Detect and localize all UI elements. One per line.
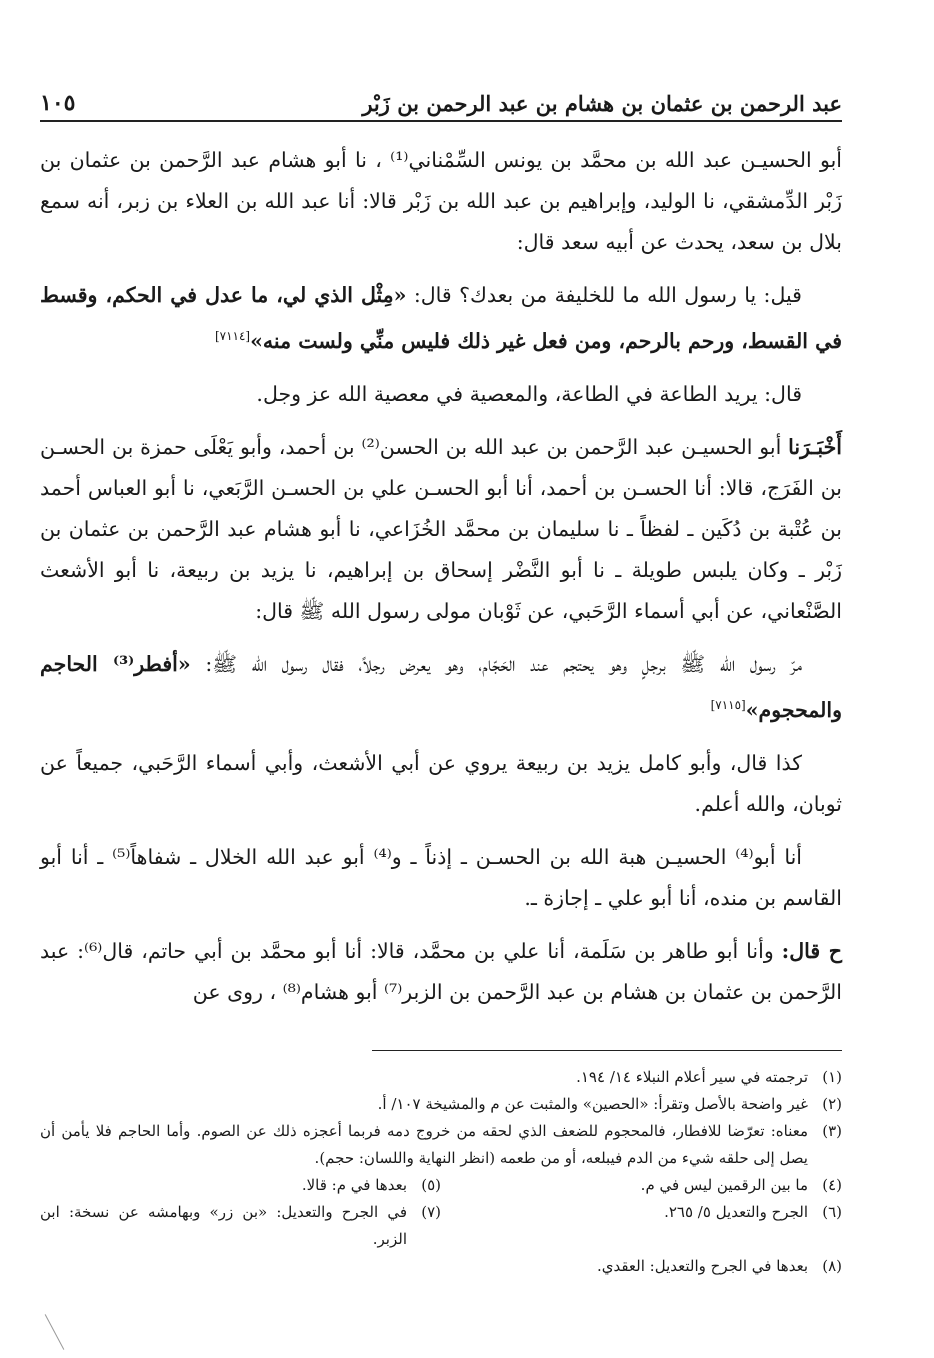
footnote-number: (٦) [822,1203,842,1221]
footnote-text: ترجمته في سير أعلام النبلاء ١٤/ ١٩٤. [576,1068,808,1086]
paragraph-4 [40,427,842,632]
footnote-2 [40,1091,842,1118]
page-number: ١٠٥ [40,90,76,116]
paragraph-5 [40,644,842,731]
isnad-text: أبو الحسيـن عبد الرَّحمن بن عبد الله بن الحسن⁽²⁾ بن أحمد، وأبو يَعْلَى حمزة بن الحسـن بن الفَرَج، قالا: أنا الحسـن بن أحمد، أنا أبو الحسـن علي بن الحسـن الرَّبَعي، نا أبو العباس أحمد بن عُتْبة بن دُكَين ـ لفظاً ـ نا سليمان بن محمَّد الخُزَاعي، نا أبو هشام عبد الرَّحمن بن عثمان بن زَبْر ـ وكان يلبس طويلة ـ نا أبو النَّضْر إسحاق بن إبراهيم، نا يزيد بن ربيعة، نا أبو الأشعث الصَّنْعاني، عن أبي أسماء الرَّحَبي، عن ثَوْبان مولى رسول الله ﷺ قال: [40,434,842,623]
footnote-number: (٤) [822,1176,842,1194]
footnote-number: (٧) [421,1203,441,1221]
narration-text: مرّ رسول الله ﷺ برجلٍ وهو يحتجم عند الحَجّام، وهو يعرض رجلاً، فقال رسول الله ﷺ: [190,651,803,676]
footnote-5 [40,1172,441,1199]
footnote-3 [40,1118,842,1172]
footnote-text: بعدها في م: قالا. [301,1176,407,1194]
paragraph-8 [40,931,842,1013]
main-text [40,140,842,1025]
footnote-text: في الجرح والتعديل: «بن زر» وبهامشه عن نسخة: ابن الزبر. [40,1203,407,1248]
footnote-separator [372,1050,842,1051]
paragraph-1: أبو الحسيـن عبد الله بن محمَّد بن يونس السِّمْناني⁽¹⁾ ، نا أبو هشام عبد الرَّحمن بن عثمان بن زَبْر الدِّمشقي، نا الوليد، وإبراهيم بن عبد الله بن زَبْر قالا: أنا عبد الله بن العلاء بن زبر، أنه سمع بلال بن سعد، يحدث عن أبيه سعد قال: [40,148,842,254]
footnote-7 [40,1199,441,1253]
footnotes [40,1064,842,1280]
paragraph-6: كذا قال، وأبو كامل يزيد بن ربيعة يروي عن أبي الأشعث، وأبي أسماء الرَّحَبي، جميعاً عن ثوبان، والله أعلم. [40,750,842,816]
hadith-text: «مِثْل الذي لي، ما عدل في الحكم، وقسط في القسط، ورحم بالرحم، ومن فعل غير ذلك فليس منِّي ولست منه» [40,283,842,353]
footnote-4 [441,1172,842,1199]
hadith-intro: قيل: يا رسول الله ما للخليفة من بعدك؟ قال: [406,283,802,307]
footnote-number: (٥) [421,1176,441,1194]
hadith-text-2: «أفطر⁽³⁾ الحاجم والمحجوم» [40,651,842,722]
footnote-row-4-5 [40,1172,842,1199]
footnote-number: (٣) [822,1122,842,1140]
footnote-row-6-7 [40,1199,842,1253]
hadith-number-2: [٧١١٥] [710,697,746,712]
footnote-text: معناه: تعرّضا للافطار، فالمحجوم للضعف الذي لحقه من خروج دمه فربما أعجزه ذلك عن الصوم. وأما الحاجم فلا يأمن أن يصل إلى حلقه شيء من الدم فيبلعه، أو من طعمه (انظر النهاية واللسان: حجم). [40,1122,808,1167]
running-header [40,76,842,122]
akhbarana-word: أَخْبَـرَنا [788,434,842,459]
footnote-6 [441,1199,842,1253]
header-title: عبد الرحمن بن عثمان بن هشام بن عبد الرحمن بن زَبْر [362,91,842,116]
footnote-number: (٨) [822,1257,842,1275]
scan-mark [45,1314,65,1350]
paragraph-3: قال: يريد الطاعة في الطاعة، والمعصية في معصية الله عز وجل. [256,381,802,406]
footnote-text: الجرح والتعديل ٥/ ٢٦٥. [664,1203,808,1221]
biography-text: وأنا أبو طاهر بن سَلَمة، أنا علي بن محمَّد، قالا: أنا أبو محمَّد بن أبي حاتم، قال⁽⁶⁾: عبد الرَّحمن بن عثمان بن هشام بن عبد الرَّحمن بن الزبر⁽⁷⁾ أبو هشام⁽⁸⁾ ، روى عن [40,938,842,1004]
footnote-text: بعدها في الجرح والتعديل: العقدي. [596,1257,808,1275]
footnote-text: غير واضحة بالأصل وتقرأ: «الحصين» والمثبت عن م والمشيخة ١٠٧/ أ. [377,1095,808,1113]
footnote-number: (١) [822,1068,842,1086]
hadith-number: [٧١١٤] [214,329,251,343]
paragraph-7: أنا أبو⁽⁴⁾ الحسيـن هبة الله بن الحسـن ـ إذناً ـ و⁽⁴⁾ أبو عبد الله الخلال ـ شفاهاً⁽⁵⁾ ـ أنا أبو القاسم بن منده، أنا أبو علي ـ إجازة ـ. [40,844,842,910]
footnote-8 [40,1253,842,1280]
paragraph-2 [40,275,842,362]
ha-qala-marker: ح قال: [781,938,842,963]
footnote-text: ما بين الرقمين ليس في م. [640,1176,808,1194]
footnote-number: (٢) [822,1095,842,1113]
footnote-1 [40,1064,842,1091]
